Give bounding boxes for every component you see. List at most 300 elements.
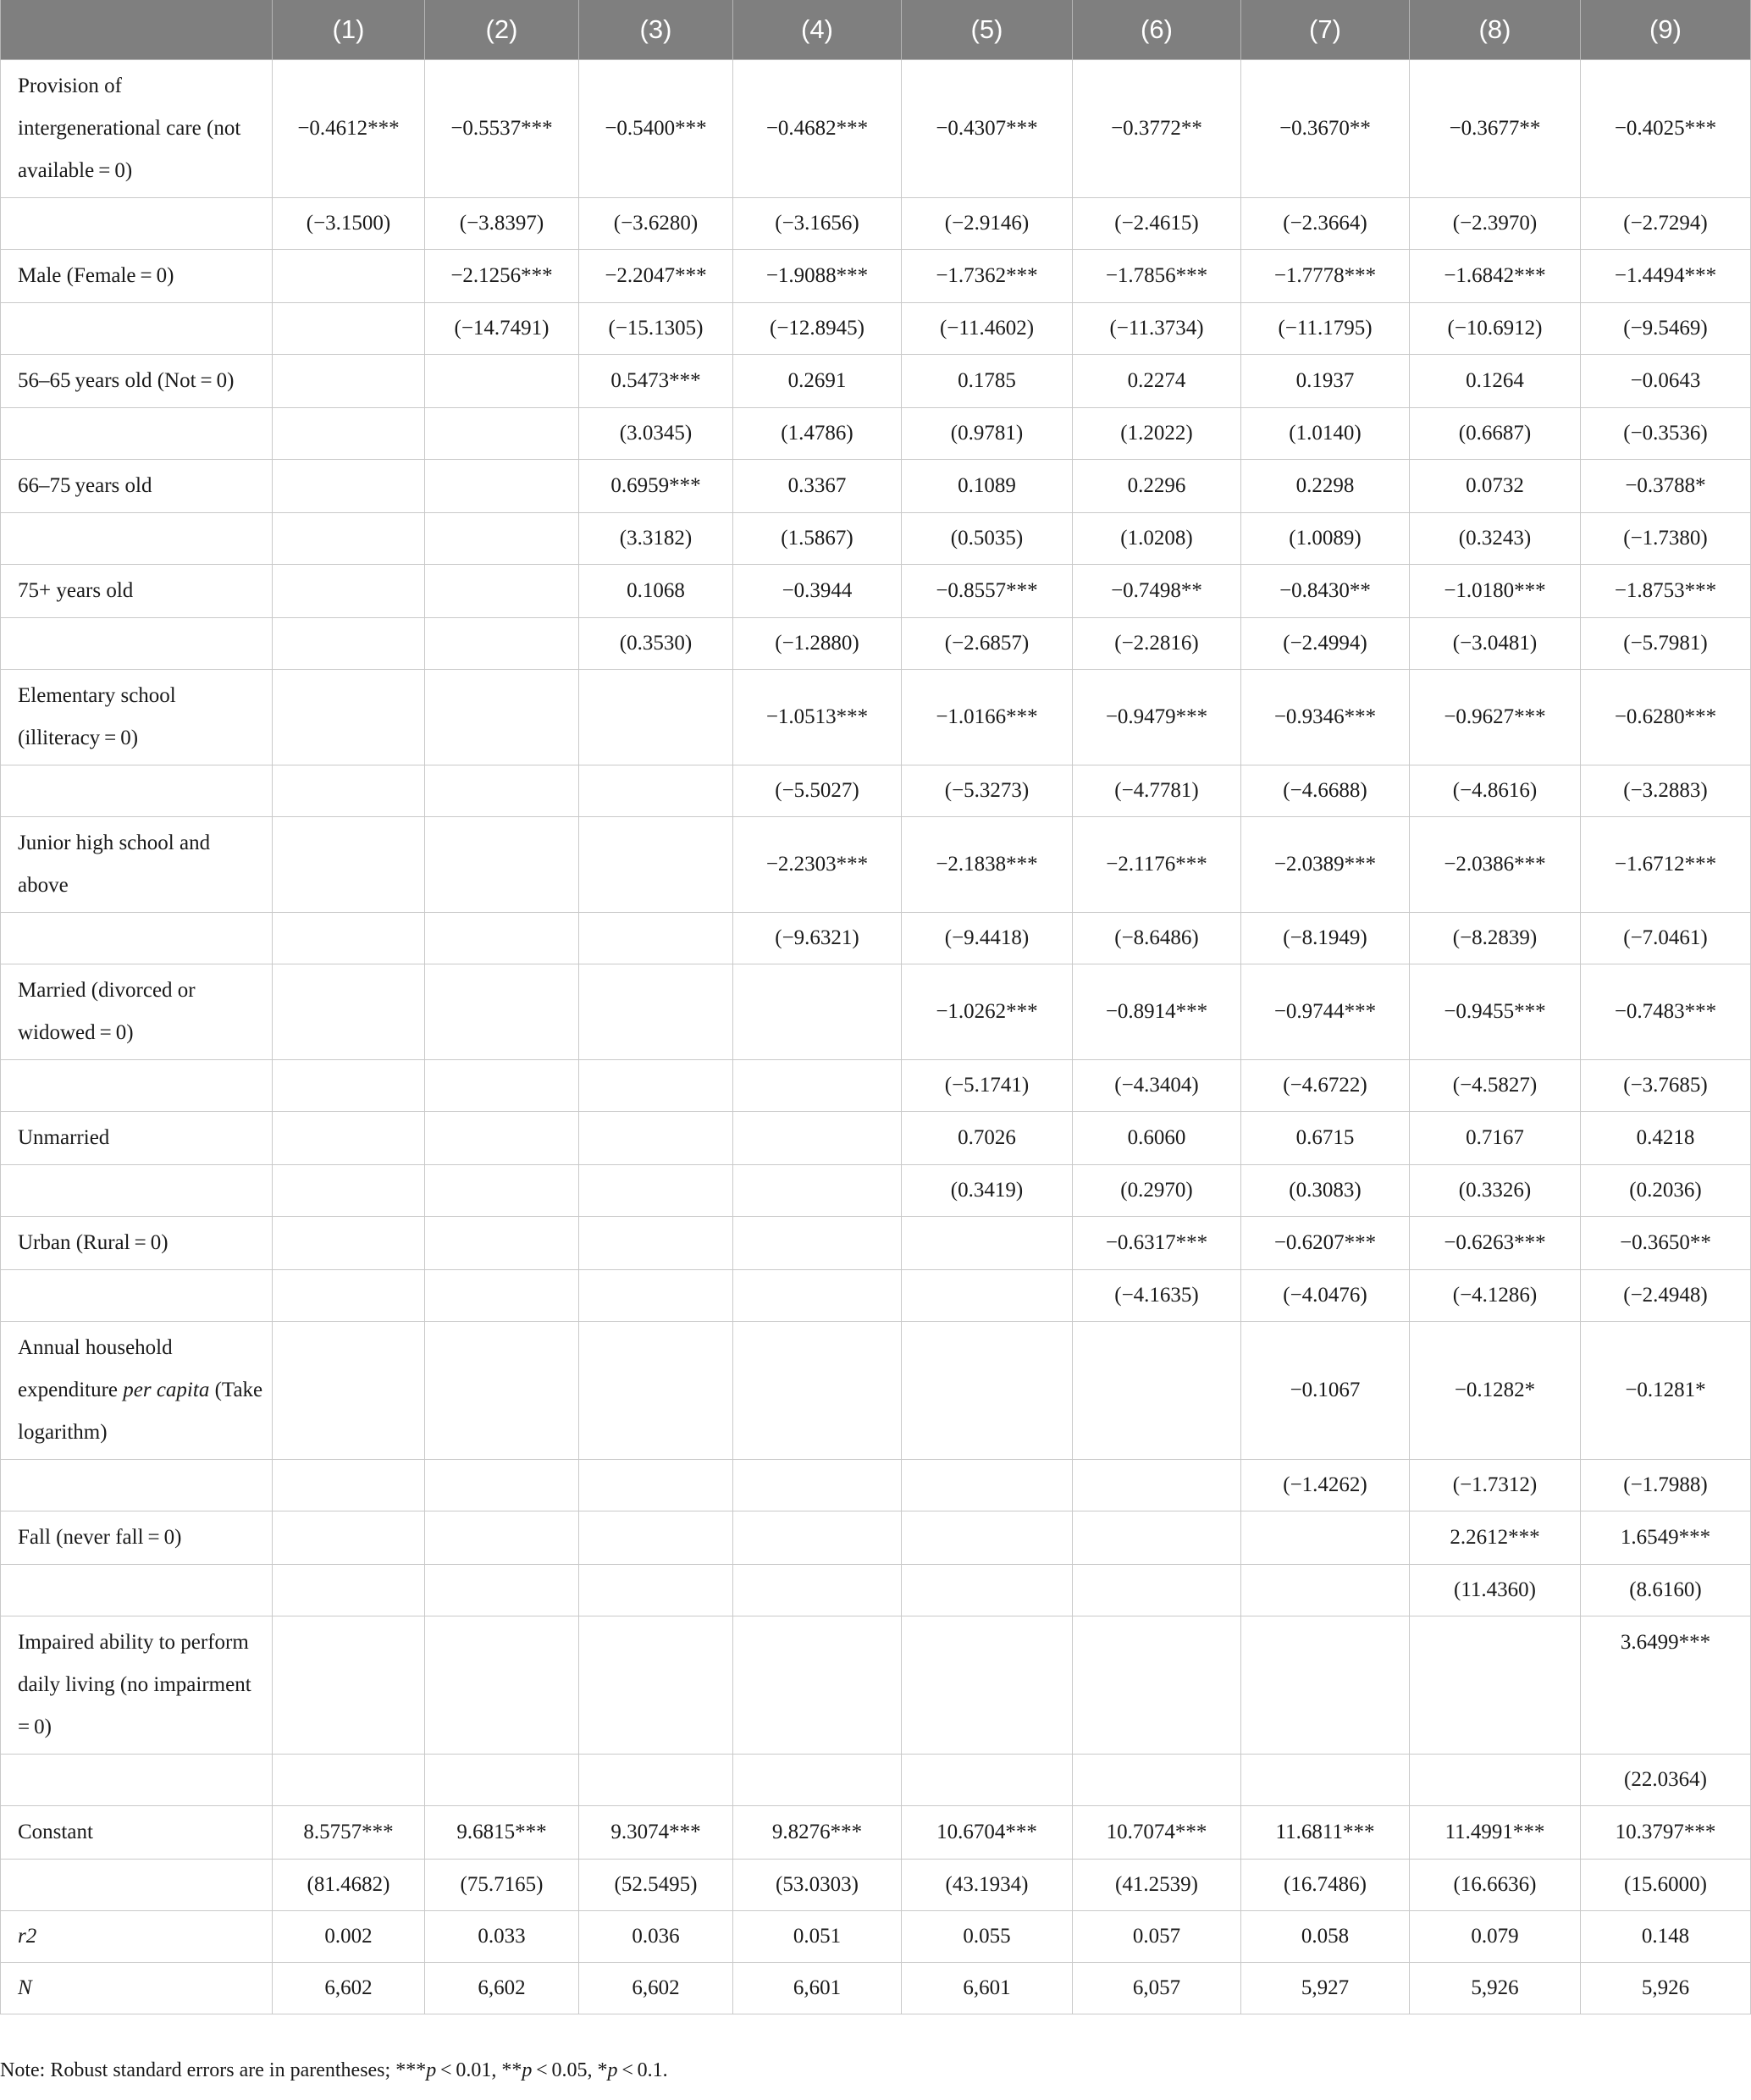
- coefficient-cell: 8.5757***: [273, 1806, 425, 1860]
- standard-error-cell: [425, 1165, 579, 1217]
- statistic-label: [1, 1911, 273, 1963]
- coefficient-cell: [733, 1511, 902, 1565]
- note-p-symbol: p: [607, 2059, 618, 2081]
- standard-error-cell: (−12.8945): [733, 303, 902, 355]
- coefficient-cell: −0.4025***: [1581, 60, 1751, 198]
- row-label-empty: [1, 1270, 273, 1322]
- standard-error-row: [1, 1860, 1751, 1911]
- coefficient-cell: [1410, 1616, 1581, 1755]
- standard-error-cell: (75.7165): [425, 1860, 579, 1911]
- coefficient-cell: −0.1281*: [1581, 1322, 1751, 1460]
- standard-error-cell: (−9.6321): [733, 913, 902, 964]
- coefficient-cell: −0.3650**: [1581, 1217, 1751, 1270]
- statistic-cell: 0.002: [273, 1911, 425, 1963]
- standard-error-cell: (0.3083): [1241, 1165, 1410, 1217]
- coefficient-cell: −2.2047***: [579, 250, 733, 303]
- standard-error-cell: [273, 408, 425, 460]
- standard-error-cell: (−14.7491): [425, 303, 579, 355]
- standard-error-row: [1, 1460, 1751, 1511]
- standard-error-cell: (−2.7294): [1581, 198, 1751, 250]
- standard-error-cell: (41.2539): [1073, 1860, 1241, 1911]
- statistic-cell: 0.057: [1073, 1911, 1241, 1963]
- coefficient-cell: [579, 670, 733, 765]
- coefficient-cell: 0.0732: [1410, 460, 1581, 513]
- standard-error-cell: (1.0140): [1241, 408, 1410, 460]
- coefficient-cell: 9.3074***: [579, 1806, 733, 1860]
- coefficient-cell: [733, 1112, 902, 1165]
- standard-error-cell: [579, 1755, 733, 1806]
- standard-error-cell: [425, 1460, 579, 1511]
- standard-error-cell: [273, 765, 425, 817]
- statistic-cell: 6,602: [425, 1963, 579, 2014]
- coefficient-cell: 9.8276***: [733, 1806, 902, 1860]
- standard-error-cell: (−4.1286): [1410, 1270, 1581, 1322]
- standard-error-cell: [273, 1165, 425, 1217]
- standard-error-cell: (−1.2880): [733, 618, 902, 670]
- standard-error-cell: [1410, 1755, 1581, 1806]
- coefficient-cell: 0.1937: [1241, 355, 1410, 408]
- statistic-cell: 6,602: [273, 1963, 425, 2014]
- standard-error-cell: (1.0089): [1241, 513, 1410, 565]
- standard-error-cell: (81.4682): [273, 1860, 425, 1911]
- standard-error-cell: (−2.3970): [1410, 198, 1581, 250]
- coefficient-row: [1, 565, 1751, 618]
- coefficient-cell: [733, 1616, 902, 1755]
- row-label: Urban (Rural = 0): [1, 1217, 273, 1270]
- standard-error-cell: [733, 1270, 902, 1322]
- standard-error-cell: [733, 1460, 902, 1511]
- standard-error-cell: (3.0345): [579, 408, 733, 460]
- coefficient-cell: [273, 1322, 425, 1460]
- note-p-symbol: p: [426, 2059, 437, 2081]
- coefficient-row: [1, 817, 1751, 913]
- coefficient-cell: −1.6842***: [1410, 250, 1581, 303]
- coefficient-cell: −0.8914***: [1073, 964, 1241, 1060]
- standard-error-cell: (−2.4615): [1073, 198, 1241, 250]
- coefficient-cell: −0.9744***: [1241, 964, 1410, 1060]
- coefficient-cell: −0.5537***: [425, 60, 579, 198]
- coefficient-cell: −1.4494***: [1581, 250, 1751, 303]
- coefficient-cell: [1241, 1511, 1410, 1565]
- row-label-empty: [1, 913, 273, 964]
- coefficient-cell: −0.3677**: [1410, 60, 1581, 198]
- coefficient-cell: −1.0513***: [733, 670, 902, 765]
- coefficient-row: [1, 460, 1751, 513]
- standard-error-cell: [273, 1565, 425, 1616]
- standard-error-cell: (53.0303): [733, 1860, 902, 1911]
- standard-error-cell: (−15.1305): [579, 303, 733, 355]
- coefficient-row: [1, 355, 1751, 408]
- standard-error-cell: [902, 1270, 1073, 1322]
- standard-error-cell: [1073, 1460, 1241, 1511]
- standard-error-cell: (22.0364): [1581, 1755, 1751, 1806]
- coefficient-cell: −0.0643: [1581, 355, 1751, 408]
- standard-error-cell: [273, 1460, 425, 1511]
- row-label-empty: [1, 1755, 273, 1806]
- coefficient-cell: [425, 964, 579, 1060]
- coefficient-cell: [425, 460, 579, 513]
- row-label-empty: [1, 408, 273, 460]
- coefficient-cell: [425, 817, 579, 913]
- header-cell-model: (1): [273, 0, 425, 60]
- header-cell-model: (5): [902, 0, 1073, 60]
- standard-error-cell: (−8.2839): [1410, 913, 1581, 964]
- standard-error-cell: [579, 913, 733, 964]
- coefficient-cell: −2.0389***: [1241, 817, 1410, 913]
- standard-error-cell: [273, 618, 425, 670]
- coefficient-cell: −0.9627***: [1410, 670, 1581, 765]
- standard-error-cell: (−11.3734): [1073, 303, 1241, 355]
- standard-error-cell: [579, 765, 733, 817]
- coefficient-cell: −0.4612***: [273, 60, 425, 198]
- coefficient-cell: [733, 1217, 902, 1270]
- standard-error-cell: (8.6160): [1581, 1565, 1751, 1616]
- coefficient-cell: −0.1282*: [1410, 1322, 1581, 1460]
- coefficient-cell: −0.7498**: [1073, 565, 1241, 618]
- row-label-text: Annual household expenditure: [18, 1336, 173, 1401]
- statistic-cell: 0.148: [1581, 1911, 1751, 1963]
- standard-error-cell: (0.3326): [1410, 1165, 1581, 1217]
- header-cell-model: (2): [425, 0, 579, 60]
- coefficient-cell: 1.6549***: [1581, 1511, 1751, 1565]
- standard-error-row: [1, 513, 1751, 565]
- coefficient-cell: −2.2303***: [733, 817, 902, 913]
- standard-error-cell: (1.5867): [733, 513, 902, 565]
- standard-error-cell: (−7.0461): [1581, 913, 1751, 964]
- standard-error-cell: [425, 913, 579, 964]
- row-label-empty: [1, 1165, 273, 1217]
- standard-error-cell: (1.2022): [1073, 408, 1241, 460]
- standard-error-cell: [425, 1270, 579, 1322]
- standard-error-cell: [425, 408, 579, 460]
- coefficient-cell: [273, 964, 425, 1060]
- coefficient-cell: 0.1089: [902, 460, 1073, 513]
- standard-error-cell: (−8.6486): [1073, 913, 1241, 964]
- standard-error-cell: [273, 1755, 425, 1806]
- row-label-empty: [1, 765, 273, 817]
- coefficient-cell: −0.9479***: [1073, 670, 1241, 765]
- standard-error-cell: (16.7486): [1241, 1860, 1410, 1911]
- coefficient-row: [1, 1112, 1751, 1165]
- coefficient-cell: −0.6207***: [1241, 1217, 1410, 1270]
- standard-error-cell: (1.4786): [733, 408, 902, 460]
- coefficient-cell: 0.3367: [733, 460, 902, 513]
- standard-error-cell: (−4.6688): [1241, 765, 1410, 817]
- standard-error-row: [1, 408, 1751, 460]
- coefficient-cell: [425, 355, 579, 408]
- coefficient-row: [1, 1217, 1751, 1270]
- coefficient-cell: −0.6263***: [1410, 1217, 1581, 1270]
- coefficient-cell: [273, 1511, 425, 1565]
- standard-error-cell: [902, 1460, 1073, 1511]
- note-text: < 0.01, **: [436, 2059, 522, 2081]
- row-label-empty: [1, 198, 273, 250]
- standard-error-cell: (−2.6857): [902, 618, 1073, 670]
- row-label: [1, 1322, 273, 1460]
- statistic-cell: 0.036: [579, 1911, 733, 1963]
- coefficient-cell: [273, 250, 425, 303]
- coefficient-cell: 0.2296: [1073, 460, 1241, 513]
- header-cell-variable: [1, 0, 273, 60]
- header-row: [1, 0, 1751, 60]
- standard-error-cell: [1241, 1565, 1410, 1616]
- header-cell-model: (6): [1073, 0, 1241, 60]
- standard-error-cell: (−5.3273): [902, 765, 1073, 817]
- row-label: 56–65 years old (Not = 0): [1, 355, 273, 408]
- standard-error-cell: (−5.5027): [733, 765, 902, 817]
- coefficient-cell: [425, 1112, 579, 1165]
- standard-error-cell: (0.9781): [902, 408, 1073, 460]
- row-label-italic: per capita: [123, 1379, 210, 1401]
- coefficient-cell: 0.2298: [1241, 460, 1410, 513]
- coefficient-cell: [579, 1616, 733, 1755]
- coefficient-cell: −0.7483***: [1581, 964, 1751, 1060]
- coefficient-cell: [579, 817, 733, 913]
- statistic-cell: 6,601: [733, 1963, 902, 2014]
- standard-error-row: [1, 1565, 1751, 1616]
- coefficient-cell: [273, 1616, 425, 1755]
- standard-error-cell: [425, 1565, 579, 1616]
- coefficient-cell: −1.6712***: [1581, 817, 1751, 913]
- coefficient-cell: 10.7074***: [1073, 1806, 1241, 1860]
- coefficient-cell: −0.3670**: [1241, 60, 1410, 198]
- note-p-symbol: p: [522, 2059, 533, 2081]
- coefficient-cell: −2.1176***: [1073, 817, 1241, 913]
- coefficient-cell: −0.6317***: [1073, 1217, 1241, 1270]
- coefficient-cell: 10.3797***: [1581, 1806, 1751, 1860]
- header-cell-model: (9): [1581, 0, 1751, 60]
- coefficient-cell: [579, 1217, 733, 1270]
- standard-error-row: [1, 765, 1751, 817]
- row-label: 66–75 years old: [1, 460, 273, 513]
- coefficient-cell: 0.7167: [1410, 1112, 1581, 1165]
- standard-error-cell: (15.6000): [1581, 1860, 1751, 1911]
- coefficient-cell: −0.9455***: [1410, 964, 1581, 1060]
- standard-error-cell: (16.6636): [1410, 1860, 1581, 1911]
- standard-error-cell: (0.2036): [1581, 1165, 1751, 1217]
- standard-error-row: [1, 1270, 1751, 1322]
- statistic-cell: 5,926: [1410, 1963, 1581, 2014]
- coefficient-cell: −0.8557***: [902, 565, 1073, 618]
- standard-error-cell: (0.3243): [1410, 513, 1581, 565]
- standard-error-cell: [902, 1755, 1073, 1806]
- standard-error-cell: [425, 513, 579, 565]
- standard-error-cell: (−3.8397): [425, 198, 579, 250]
- statistic-cell: 0.055: [902, 1911, 1073, 1963]
- coefficient-cell: [273, 460, 425, 513]
- standard-error-cell: (−8.1949): [1241, 913, 1410, 964]
- standard-error-cell: (43.1934): [902, 1860, 1073, 1911]
- coefficient-cell: [733, 1322, 902, 1460]
- standard-error-cell: [579, 1060, 733, 1112]
- standard-error-cell: (−4.3404): [1073, 1060, 1241, 1112]
- standard-error-cell: (−3.6280): [579, 198, 733, 250]
- standard-error-cell: (−0.3536): [1581, 408, 1751, 460]
- standard-error-cell: (0.6687): [1410, 408, 1581, 460]
- row-label-empty: [1, 1860, 273, 1911]
- coefficient-cell: −0.3944: [733, 565, 902, 618]
- coefficient-cell: −2.1838***: [902, 817, 1073, 913]
- standard-error-cell: (−1.4262): [1241, 1460, 1410, 1511]
- standard-error-cell: (52.5495): [579, 1860, 733, 1911]
- row-label: Junior high school and above: [1, 817, 273, 913]
- coefficient-cell: [273, 355, 425, 408]
- standard-error-cell: (0.3530): [579, 618, 733, 670]
- standard-error-cell: (−5.1741): [902, 1060, 1073, 1112]
- statistic-cell: 0.051: [733, 1911, 902, 1963]
- standard-error-cell: (−2.9146): [902, 198, 1073, 250]
- coefficient-cell: [273, 565, 425, 618]
- standard-error-cell: (−9.5469): [1581, 303, 1751, 355]
- standard-error-cell: [273, 513, 425, 565]
- standard-error-cell: [902, 1565, 1073, 1616]
- coefficient-cell: [425, 670, 579, 765]
- standard-error-cell: (1.0208): [1073, 513, 1241, 565]
- standard-error-cell: (−1.7988): [1581, 1460, 1751, 1511]
- standard-error-cell: (−11.4602): [902, 303, 1073, 355]
- coefficient-cell: −0.9346***: [1241, 670, 1410, 765]
- coefficient-cell: −0.4682***: [733, 60, 902, 198]
- standard-error-cell: (−1.7380): [1581, 513, 1751, 565]
- standard-error-row: [1, 618, 1751, 670]
- standard-error-cell: [425, 765, 579, 817]
- statistic-cell: 0.033: [425, 1911, 579, 1963]
- standard-error-cell: (−3.2883): [1581, 765, 1751, 817]
- coefficient-cell: −0.8430**: [1241, 565, 1410, 618]
- coefficient-cell: 9.6815***: [425, 1806, 579, 1860]
- coefficient-cell: [425, 565, 579, 618]
- statistic-cell: 0.079: [1410, 1911, 1581, 1963]
- row-label: Unmarried: [1, 1112, 273, 1165]
- coefficient-cell: −2.0386***: [1410, 817, 1581, 913]
- coefficient-cell: −1.7362***: [902, 250, 1073, 303]
- coefficient-cell: −1.7856***: [1073, 250, 1241, 303]
- standard-error-row: [1, 198, 1751, 250]
- standard-error-cell: [425, 1755, 579, 1806]
- row-label: 75+ years old: [1, 565, 273, 618]
- coefficient-cell: 0.6715: [1241, 1112, 1410, 1165]
- coefficient-cell: −0.6280***: [1581, 670, 1751, 765]
- coefficient-cell: [1241, 1616, 1410, 1755]
- row-label: Fall (never fall = 0): [1, 1511, 273, 1565]
- coefficient-row: [1, 60, 1751, 198]
- row-label: Married (divorced or widowed = 0): [1, 964, 273, 1060]
- standard-error-cell: (−4.8616): [1410, 765, 1581, 817]
- coefficient-cell: 0.7026: [902, 1112, 1073, 1165]
- statistic-label-text: r2: [18, 1925, 37, 1948]
- standard-error-cell: (−1.7312): [1410, 1460, 1581, 1511]
- coefficient-row: [1, 670, 1751, 765]
- coefficient-cell: 0.5473***: [579, 355, 733, 408]
- coefficient-cell: 3.6499***: [1581, 1616, 1751, 1755]
- coefficient-cell: [273, 670, 425, 765]
- standard-error-cell: [579, 1165, 733, 1217]
- note-text: < 0.05, *: [532, 2059, 608, 2081]
- standard-error-cell: [425, 1060, 579, 1112]
- coefficient-cell: [902, 1322, 1073, 1460]
- coefficient-cell: 10.6704***: [902, 1806, 1073, 1860]
- standard-error-cell: (−4.0476): [1241, 1270, 1410, 1322]
- standard-error-cell: [579, 1565, 733, 1616]
- standard-error-cell: [1073, 1565, 1241, 1616]
- standard-error-cell: [273, 913, 425, 964]
- statistic-cell: 6,602: [579, 1963, 733, 2014]
- standard-error-cell: (−3.1500): [273, 198, 425, 250]
- coefficient-cell: −0.1067: [1241, 1322, 1410, 1460]
- standard-error-cell: (11.4360): [1410, 1565, 1581, 1616]
- coefficient-cell: −1.7778***: [1241, 250, 1410, 303]
- coefficient-row: [1, 1616, 1751, 1755]
- header-cell-model: (4): [733, 0, 902, 60]
- header-cell-model: (8): [1410, 0, 1581, 60]
- statistic-cell: 6,057: [1073, 1963, 1241, 2014]
- coefficient-cell: [273, 817, 425, 913]
- row-label-empty: [1, 1460, 273, 1511]
- standard-error-cell: (3.3182): [579, 513, 733, 565]
- row-label: Constant: [1, 1806, 273, 1860]
- coefficient-cell: 0.1068: [579, 565, 733, 618]
- coefficient-cell: 11.4991***: [1410, 1806, 1581, 1860]
- coefficient-cell: [425, 1322, 579, 1460]
- standard-error-cell: (−2.2816): [1073, 618, 1241, 670]
- coefficient-cell: −2.1256***: [425, 250, 579, 303]
- statistic-cell: 5,927: [1241, 1963, 1410, 2014]
- standard-error-cell: [733, 1565, 902, 1616]
- row-label-empty: [1, 303, 273, 355]
- coefficient-cell: 0.6959***: [579, 460, 733, 513]
- row-label: Provision of intergenerational care (not available = 0): [1, 60, 273, 198]
- table-body: [1, 60, 1751, 2014]
- coefficient-cell: 2.2612***: [1410, 1511, 1581, 1565]
- coefficient-cell: [902, 1217, 1073, 1270]
- coefficient-row: [1, 1806, 1751, 1860]
- standard-error-cell: (0.2970): [1073, 1165, 1241, 1217]
- statistic-cell: 5,926: [1581, 1963, 1751, 2014]
- coefficient-cell: 11.6811***: [1241, 1806, 1410, 1860]
- row-label: Male (Female = 0): [1, 250, 273, 303]
- standard-error-cell: [733, 1060, 902, 1112]
- row-label-empty: [1, 1565, 273, 1616]
- standard-error-cell: (−4.1635): [1073, 1270, 1241, 1322]
- coefficient-row: [1, 1322, 1751, 1460]
- standard-error-row: [1, 1755, 1751, 1806]
- coefficient-cell: 0.2274: [1073, 355, 1241, 408]
- standard-error-row: [1, 913, 1751, 964]
- coefficient-cell: 0.1264: [1410, 355, 1581, 408]
- coefficient-cell: [579, 964, 733, 1060]
- header-cell-model: (3): [579, 0, 733, 60]
- note-text: < 0.1.: [617, 2059, 668, 2081]
- standard-error-cell: (−2.4994): [1241, 618, 1410, 670]
- coefficient-cell: −0.3788*: [1581, 460, 1751, 513]
- standard-error-cell: (−3.0481): [1410, 618, 1581, 670]
- standard-error-cell: [273, 1270, 425, 1322]
- coefficient-cell: [425, 1217, 579, 1270]
- coefficient-cell: 0.1785: [902, 355, 1073, 408]
- coefficient-cell: [425, 1511, 579, 1565]
- coefficient-cell: [902, 1616, 1073, 1755]
- coefficient-cell: [1073, 1322, 1241, 1460]
- coefficient-cell: 0.4218: [1581, 1112, 1751, 1165]
- statistic-cell: 6,601: [902, 1963, 1073, 2014]
- coefficient-cell: [902, 1511, 1073, 1565]
- statistic-label: [1, 1963, 273, 2014]
- standard-error-cell: (−9.4418): [902, 913, 1073, 964]
- coefficient-row: [1, 250, 1751, 303]
- coefficient-cell: −1.9088***: [733, 250, 902, 303]
- standard-error-cell: [425, 618, 579, 670]
- standard-error-cell: (−10.6912): [1410, 303, 1581, 355]
